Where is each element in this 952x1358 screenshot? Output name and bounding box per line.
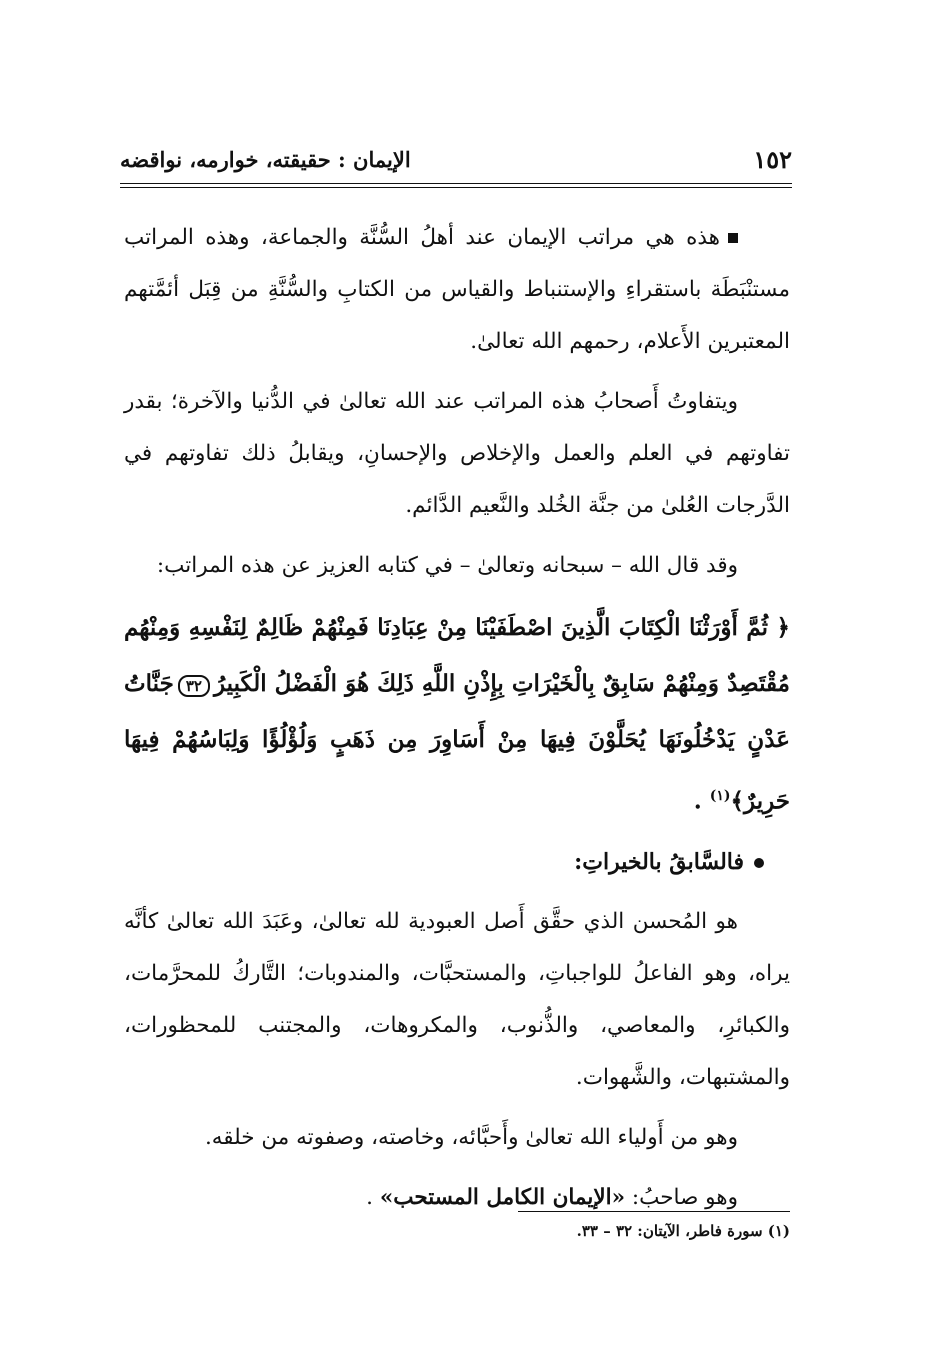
footnote-rule — [518, 1211, 790, 1212]
paragraph: وهو من أَولياء الله تعالىٰ وأَحبَّائه، وخاصته، وصفوته من خلقه. — [204, 1124, 738, 1150]
paragraph: ويتفاوتُ أَصحابُ هذه المراتب عند الله تعالىٰ في الدُّنيا والآخرة؛ بقدر تفاوتهم في العلم والعمل والإخلاص والإحسانِ، ويقابلُ ذلك تفاوتهم في الدَّرجات العُلىٰ من جنَّة الخُلد والنَّعيم الدَّائم. — [124, 389, 790, 518]
emphasized-quote: «الإيمان الكامل المستحب» — [379, 1184, 626, 1210]
verse-end: . — [693, 787, 702, 815]
paragraph: هو المُحسن الذي حقَّق أَصل العبودية لله تعالىٰ، وعَبَدَ الله تعالىٰ كأنَّه يراه، وهو الفاعلُ للواجباتِ، والمستحبَّات، والمندوبات؛ التَّاركُ للمحرَّمات، والكبائرِ، والمعاصي، والذُّنوب، والمكروهات، والمجتنب للمحظورات، والمشتبهات، والشَّهوات. — [124, 908, 790, 1090]
footnote-reference: (١) — [709, 788, 731, 804]
footnote: (١) سورة فاطر، الآيتان: ٣٢ – ٣٣. — [576, 1222, 790, 1240]
ornate-bracket-close: ﴾ — [730, 787, 744, 815]
quran-verse — [124, 600, 790, 830]
page-header — [120, 138, 792, 180]
paragraph-text: هذه هي مراتب الإيمان عند أهلُ السُّنَّة والجماعة، وهذه المراتب مستنْبَطَة باستقراءِ والإستنباط والقياس من الكتابِ والسُّنَّةِ من قِبَل أئمَّتهم المعتبرين الأَعلام، رحمهم الله تعالىٰ. — [124, 225, 790, 354]
paragraph-text: وهو صاحبُ: — [631, 1184, 738, 1210]
header-rule — [120, 183, 792, 184]
page-body — [124, 212, 790, 1232]
paragraph — [124, 1172, 790, 1224]
subheading-text: فالسَّابقُ بالخيراتِ: — [574, 848, 744, 875]
paragraph: وقد قال الله – سبحانه وتعالىٰ – في كتابه العزيز عن هذه المراتب: — [156, 553, 738, 578]
paragraph-end: . — [366, 1184, 373, 1210]
paragraph — [124, 212, 790, 368]
ornate-bracket-open: ﴿ — [776, 614, 790, 641]
ayah-number-icon: ٣٢ — [178, 675, 210, 697]
verse-text: جَنَّاتُ عَدْنٍ يَدْخُلُونَهَا يُحَلَّوْنَ فِيهَا مِنْ أَسَاوِرَ مِن ذَهَبٍ وَلُؤْلُؤًا وَلِبَاسُهُمْ فِيهَا حَرِيرٌ — [124, 670, 790, 815]
square-bullet-icon — [728, 233, 738, 243]
subheading — [124, 836, 764, 888]
page-number: ١٥٢ — [753, 144, 792, 174]
round-bullet-icon — [754, 858, 764, 868]
header-rule — [120, 187, 792, 188]
verse-text: ثُمَّ أَوْرَثْنَا الْكِتَابَ الَّذِينَ اصْطَفَيْنَا مِنْ عِبَادِنَا فَمِنْهُمْ ظَالِمٌ لِنَفْسِهِ وَمِنْهُم مُقْتَصِدٌ وَمِنْهُمْ سَابِقٌ بِالْخَيْرَاتِ بِإِذْنِ اللَّهِ ذَلِكَ هُوَ الْفَضْلُ الْكَبِيرُ — [124, 614, 790, 697]
running-title: الإيمان : حقيقته، خوارمه، نواقضه — [120, 146, 411, 172]
